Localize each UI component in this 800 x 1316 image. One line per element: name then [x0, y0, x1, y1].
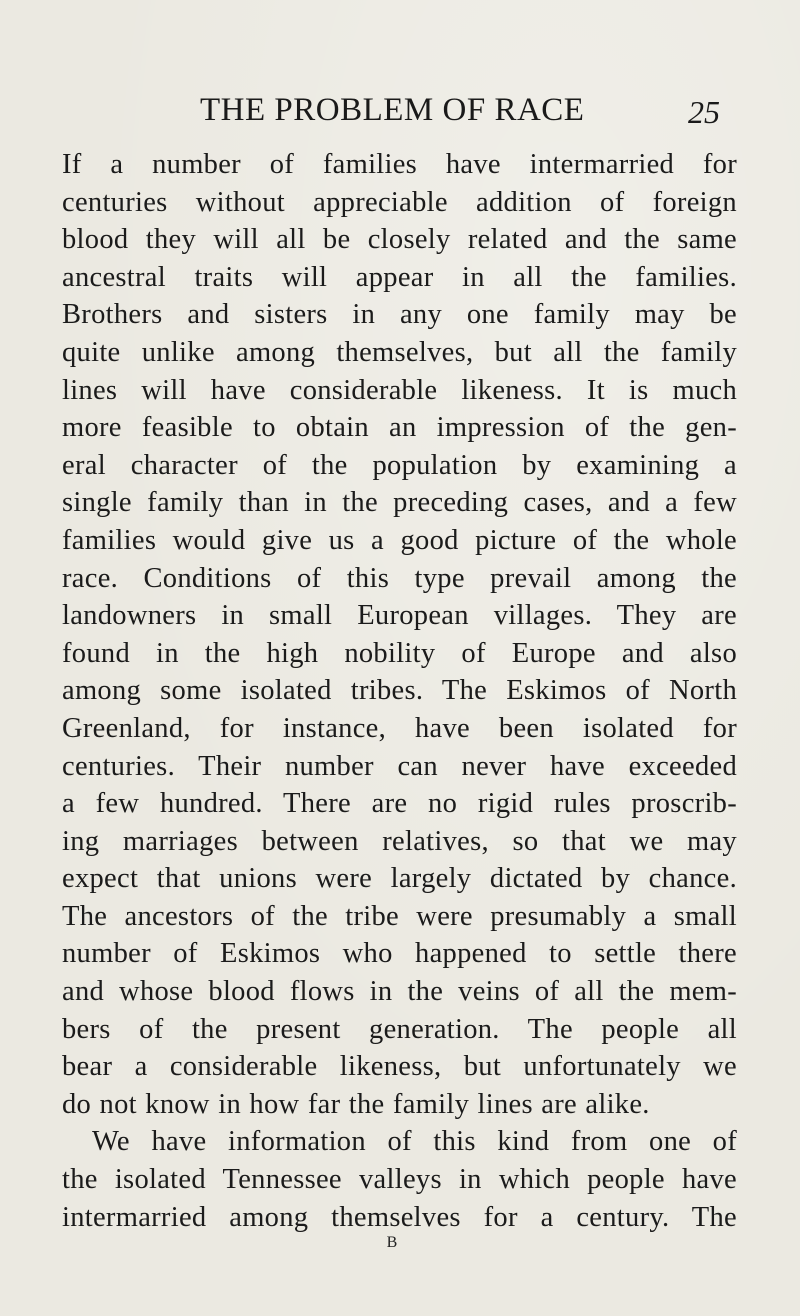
text-line: a few hundred. There are no rigid rules proscrib-	[62, 788, 737, 820]
text-line: centuries without appreciable addition of foreign	[62, 186, 737, 218]
text-line: lines will have considerable likeness. It is much	[62, 374, 737, 406]
text-line: race. Conditions of this type prevail among the	[62, 562, 737, 594]
running-head	[160, 92, 720, 136]
text-line: and whose blood flows in the veins of all the mem-	[62, 976, 737, 1008]
text-line: more feasible to obtain an impression of the gen-	[62, 412, 737, 444]
text-line: We have information of this kind from one of	[92, 1126, 737, 1158]
body-text	[62, 146, 737, 1236]
text-line: landowners in small European villages. They are	[62, 600, 737, 632]
text-line: bear a considerable likeness, but unfortunately we	[62, 1051, 737, 1083]
text-line: expect that unions were largely dictated by chance.	[62, 863, 737, 895]
text-line: blood they will all be closely related and the same	[62, 224, 737, 256]
text-line: found in the high nobility of Europe and also	[62, 637, 737, 669]
text-line: Greenland, for instance, have been isolated for	[62, 712, 737, 744]
text-line: single family than in the preceding cases, and a few	[62, 487, 737, 519]
text-line: intermarried among themselves for a century. The	[62, 1201, 737, 1233]
text-line: number of Eskimos who happened to settle there	[62, 938, 737, 970]
text-line: If a number of families have intermarried for	[62, 149, 737, 180]
text-line: eral character of the population by examining a	[62, 449, 737, 481]
text-line: the isolated Tennessee valleys in which people have	[62, 1164, 737, 1196]
text-line: ing marriages between relatives, so that we may	[62, 825, 737, 857]
text-line: do not know in how far the family lines are alike.	[62, 1088, 650, 1120]
text-line: families would give us a good picture of the whole	[62, 524, 737, 556]
text-line: ancestral traits will appear in all the families.	[62, 261, 737, 293]
text-line: among some isolated tribes. The Eskimos of North	[62, 675, 737, 707]
page-number: 25	[688, 94, 720, 130]
running-title: THE PROBLEM OF RACE	[200, 92, 585, 128]
text-line: Brothers and sisters in any one family may be	[62, 299, 737, 331]
signature-mark: B	[386, 1234, 398, 1251]
text-line: quite unlike among themselves, but all the family	[62, 336, 737, 368]
text-line: bers of the present generation. The people all	[62, 1013, 737, 1045]
text-line: centuries. Their number can never have exceeded	[62, 750, 737, 782]
text-line: The ancestors of the tribe were presumably a small	[62, 900, 737, 932]
